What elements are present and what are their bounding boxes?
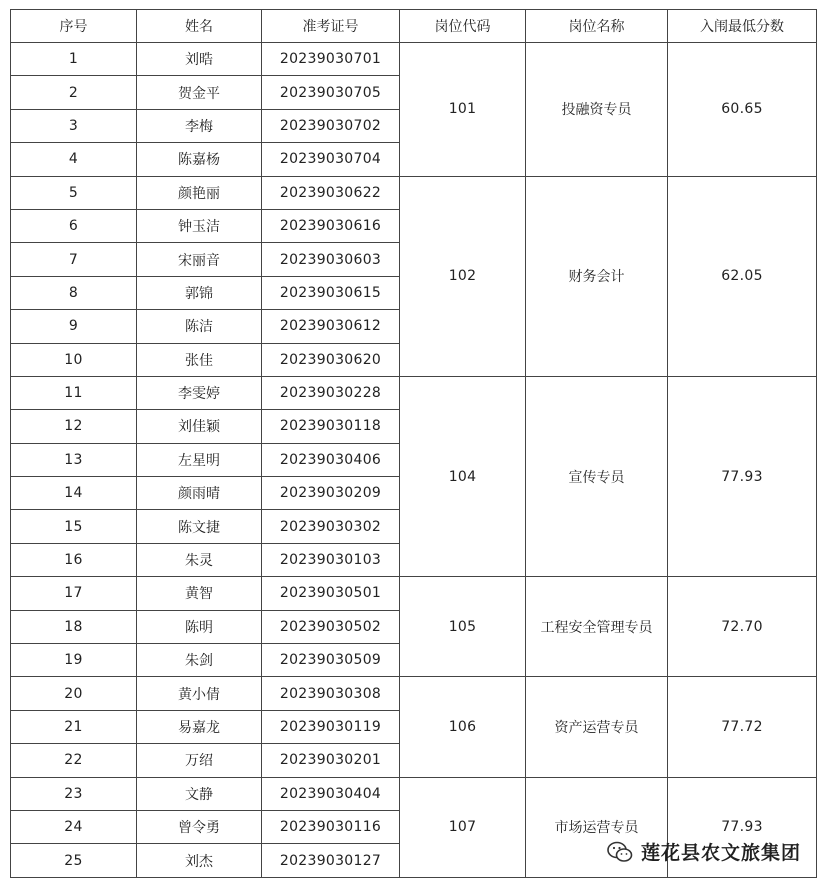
cell-exam-id: 20239030406 [262,443,400,476]
cell-seq: 1 [11,43,137,76]
cell-exam-id: 20239030119 [262,710,400,743]
cell-name: 左星明 [137,443,262,476]
header-min-score: 入闱最低分数 [668,10,817,43]
cell-exam-id: 20239030209 [262,477,400,510]
cell-position-name: 财务会计 [526,176,668,376]
cell-position-code: 102 [400,176,526,376]
cell-exam-id: 20239030701 [262,43,400,76]
cell-seq: 14 [11,477,137,510]
cell-seq: 25 [11,844,137,877]
cell-seq: 10 [11,343,137,376]
cell-min-score: 60.65 [668,43,817,177]
table-body [11,43,817,878]
cell-position-name: 投融资专员 [526,43,668,177]
table-row [11,43,817,76]
cell-seq: 4 [11,143,137,176]
cell-seq: 17 [11,577,137,610]
cell-seq: 18 [11,610,137,643]
cell-exam-id: 20239030502 [262,610,400,643]
header-position-code: 岗位代码 [400,10,526,43]
cell-seq: 9 [11,310,137,343]
cell-name: 陈洁 [137,310,262,343]
cell-name: 朱灵 [137,543,262,576]
cell-exam-id: 20239030615 [262,276,400,309]
cell-seq: 11 [11,376,137,409]
cell-exam-id: 20239030103 [262,543,400,576]
cell-min-score: 77.72 [668,677,817,777]
cell-seq: 19 [11,644,137,677]
cell-seq: 13 [11,443,137,476]
cell-seq: 3 [11,109,137,142]
cell-seq: 20 [11,677,137,710]
cell-min-score: 72.70 [668,577,817,677]
cell-seq: 24 [11,810,137,843]
cell-position-name: 资产运营专员 [526,677,668,777]
table-row [11,577,817,610]
cell-exam-id: 20239030704 [262,143,400,176]
cell-name: 李雯婷 [137,376,262,409]
cell-exam-id: 20239030603 [262,243,400,276]
header-name: 姓名 [137,10,262,43]
cell-min-score: 62.05 [668,176,817,376]
cell-exam-id: 20239030509 [262,644,400,677]
cell-exam-id: 20239030116 [262,810,400,843]
cell-name: 陈明 [137,610,262,643]
cell-min-score: 77.93 [668,777,817,877]
cell-name: 颜艳丽 [137,176,262,209]
cell-name: 李梅 [137,109,262,142]
cell-exam-id: 20239030228 [262,376,400,409]
cell-seq: 12 [11,410,137,443]
cell-name: 刘杰 [137,844,262,877]
cell-position-code: 105 [400,577,526,677]
cell-position-name: 市场运营专员 [526,777,668,877]
header-position-name: 岗位名称 [526,10,668,43]
cell-position-code: 104 [400,376,526,576]
results-table [10,9,817,878]
cell-exam-id: 20239030127 [262,844,400,877]
cell-name: 黄小倩 [137,677,262,710]
cell-position-code: 106 [400,677,526,777]
cell-name: 曾令勇 [137,810,262,843]
cell-name: 文静 [137,777,262,810]
cell-name: 黄智 [137,577,262,610]
cell-name: 陈文捷 [137,510,262,543]
cell-exam-id: 20239030620 [262,343,400,376]
table-row [11,176,817,209]
cell-seq: 23 [11,777,137,810]
cell-name: 颜雨晴 [137,477,262,510]
cell-min-score: 77.93 [668,376,817,576]
cell-seq: 2 [11,76,137,109]
cell-exam-id: 20239030201 [262,744,400,777]
cell-exam-id: 20239030612 [262,310,400,343]
cell-name: 万绍 [137,744,262,777]
cell-name: 易嘉龙 [137,710,262,743]
watermark-text: 莲花县农文旅集团 [640,842,801,864]
cell-seq: 22 [11,744,137,777]
cell-name: 钟玉洁 [137,209,262,242]
cell-exam-id: 20239030616 [262,209,400,242]
cell-seq: 5 [11,176,137,209]
cell-name: 朱剑 [137,644,262,677]
table-row [11,777,817,810]
cell-seq: 16 [11,543,137,576]
cell-position-code: 107 [400,777,526,877]
header-row [11,10,817,43]
cell-name: 刘晧 [137,43,262,76]
cell-seq: 6 [11,209,137,242]
table-row [11,376,817,409]
cell-seq: 15 [11,510,137,543]
cell-exam-id: 20239030622 [262,176,400,209]
cell-name: 刘佳颖 [137,410,262,443]
cell-seq: 7 [11,243,137,276]
wechat-icon [607,841,633,863]
cell-exam-id: 20239030302 [262,510,400,543]
cell-exam-id: 20239030702 [262,109,400,142]
cell-name: 张佳 [137,343,262,376]
cell-name: 贺金平 [137,76,262,109]
cell-exam-id: 20239030501 [262,577,400,610]
cell-name: 陈嘉杨 [137,143,262,176]
cell-exam-id: 20239030308 [262,677,400,710]
cell-position-name: 工程安全管理专员 [526,577,668,677]
cell-exam-id: 20239030705 [262,76,400,109]
cell-seq: 8 [11,276,137,309]
header-seq: 序号 [11,10,137,43]
cell-seq: 21 [11,710,137,743]
cell-exam-id: 20239030404 [262,777,400,810]
watermark [607,838,801,865]
cell-name: 宋丽音 [137,243,262,276]
table-row [11,677,817,710]
cell-position-name: 宣传专员 [526,376,668,576]
cell-exam-id: 20239030118 [262,410,400,443]
cell-name: 郭锦 [137,276,262,309]
header-exam-id: 准考证号 [262,10,400,43]
cell-position-code: 101 [400,43,526,177]
